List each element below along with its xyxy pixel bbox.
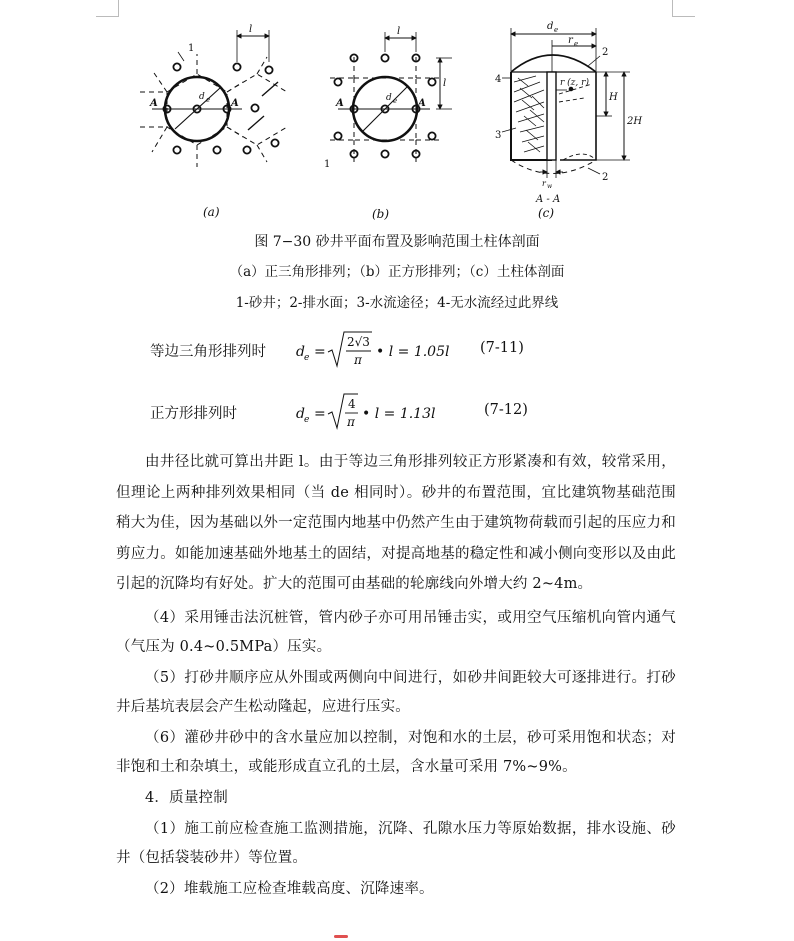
spellcheck-underline [334,935,348,938]
svg-text:e: e [304,353,310,363]
formula-label: 等边三角形排列时 [150,344,266,360]
svg-text:4: 4 [348,397,356,411]
formula-7-12 [150,392,590,432]
label-section-AA: A - A [536,194,561,205]
sand-well-core [547,72,556,160]
paragraph-item-5: （5）打砂井顺序应从外围或两侧向中间进行，如砂井间距较大可逐排进行。打砂井后基坑表层会产生松动隆起，应进行压实。 [116,669,676,715]
formula-expression [292,392,472,438]
label-l: l [249,24,253,35]
drainage-surface-top [511,55,596,72]
svg-text:=: = [314,406,326,422]
label-2-top: 2 [602,47,609,58]
svg-text:e: e [304,415,310,425]
label-de-c: d [547,21,554,32]
crop-mark-right [672,0,695,17]
label-l-b: l [397,26,401,37]
panel-label-a: (a) [203,205,220,219]
svg-text:d: d [296,406,305,422]
paragraph-item-4: （4）采用锤击法沉桩管，管内砂子亦可用吊锤击实，或用空气压缩机向管内通气（气压为 0.4~0.5MPa）压实。 [116,609,676,655]
svg-text:π: π [354,353,362,367]
label-A-right: A [231,98,239,109]
label-rw: r [542,179,546,188]
label-A-right-b: A [418,98,426,109]
label-de-b: d [386,93,392,103]
label-rw-sub: w [547,183,553,190]
panel-c-section [502,28,630,178]
paragraph-qc-1: （1）施工前应检查施工监测措施，沉降、孔隙水压力等原始数据，排水设施、砂井（包括袋装砂井）等位置。 [116,820,676,866]
body-text [116,447,676,906]
formula-number: (7-11) [480,340,524,356]
svg-text:=: = [314,344,326,360]
label-A-left: A [150,98,158,109]
label-re: r [568,35,573,46]
label-H: H [609,92,618,103]
crop-mark-left [96,0,119,17]
formula-label: 正方形排列时 [150,406,237,422]
paragraph-well-spacing: 由井径比就可算出井距 l。由于等边三角形排列较正方形紧凑和有效，较常采用，但理论上两种排列效果相同（当 de 相同时）。砂井的布置范围，宜比建筑物基础范围稍大为佳，因为基础以外一定范围内地基中仍然产生由于建筑物荷载而引起的压应力和剪应力。如能加速基础外地基土的固结，对提高地基的稳定性和减小侧向变形以及由此引起的沉降均有好处。扩大的范围可由基础的轮廓线向外增大约 2~4m。 [116,454,676,592]
formula-7-11 [150,330,590,370]
panel-a-triangular [140,30,287,167]
label-1-b: 1 [324,159,331,170]
formula-number: (7-12) [484,402,528,418]
svg-text:• l = 1.13l: • l = 1.13l [362,406,436,422]
label-re-sub: e [574,40,579,48]
figure-sand-well-layout [140,12,660,224]
svg-text:2√3: 2√3 [347,335,370,349]
panel-label-b: (b) [372,207,390,221]
label-2-bottom: 2 [602,172,609,183]
label-l-b-vertical: l [443,78,447,89]
paragraph-qc-2: （2）堆载施工应检查堆载高度、沉降速率。 [145,880,434,897]
flow-hatching [514,76,544,152]
figure-title: 图 7−30 砂井平面布置及影响范围土柱体剖面 [254,234,540,250]
svg-text:π: π [347,415,355,429]
label-3: 3 [495,130,502,141]
label-2H: 2H [627,116,643,127]
label-1: 1 [188,43,195,54]
label-de-sub: e [206,96,211,104]
figure-subcaption: （a）正三角形排列；（b）正方形排列；（c）土柱体剖面 [229,264,565,280]
paragraph-item-6: （6）灌砂井砂中的含水量应加以控制，对饱和水的土层，砂可采用饱和状态；对非饱和土和杂填土，或能形成直立孔的土层，含水量可采用 7%~9%。 [116,729,676,775]
figure-legend: 1-砂井；2-排水面；3-水流途径；4-无水流经过此界线 [235,295,559,311]
label-de: d [199,92,205,102]
panel-label-c: (c) [538,206,555,220]
svg-text:d: d [296,344,305,360]
label-de-sub-b: e [393,97,398,105]
formula-expression [292,330,472,376]
label-de-sub-c: e [554,26,559,34]
svg-text:• l = 1.05l: • l = 1.05l [376,344,450,360]
label-4: 4 [495,74,502,85]
label-A-left-b: A [336,98,344,109]
label-r-point: r (z, r) [560,78,589,88]
section-heading-quality-control: 4．质量控制 [145,789,228,806]
